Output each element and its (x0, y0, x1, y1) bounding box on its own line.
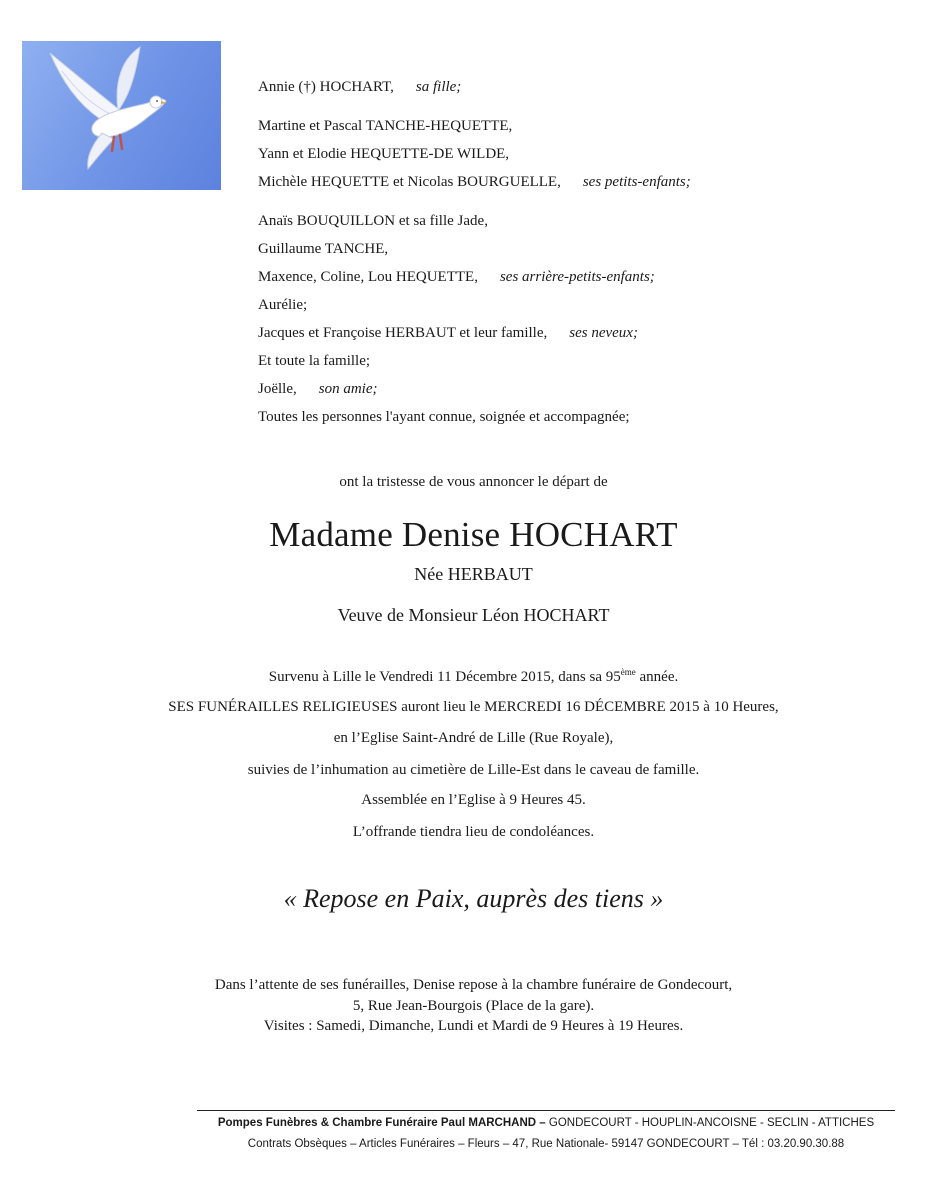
announcement-text: ont la tristesse de vous annoncer le départ de (339, 474, 608, 490)
family-line (258, 207, 691, 235)
family-name: Toutes les personnes l'ayant connue, soignée et accompagnée; (258, 409, 630, 425)
funeral-line: SES FUNÉRAILLES RELIGIEUSES auront lieu le MERCREDI 16 DÉCEMBRE 2015 à 10 Heures, (168, 699, 779, 715)
footer-locations: GONDECOURT - HOUPLIN-ANCOISNE - SECLIN - ATTICHES (545, 1117, 875, 1129)
family-line (258, 168, 691, 196)
family-name: Guillaume TANCHE, (258, 241, 389, 257)
family-role: ses neveux; (569, 325, 638, 341)
death-text: Survenu à Lille le Vendredi 11 Décembre 2015, dans sa 95 (268, 669, 621, 685)
dove-image (22, 41, 221, 190)
quote-text: « Repose en Paix, auprès des tiens » (283, 884, 664, 913)
family-name: Yann et Elodie HEQUETTE-DE WILDE, (258, 146, 510, 162)
family-line (258, 403, 691, 431)
family-name: Joëlle, (258, 381, 297, 397)
condolences-line: L’offrande tiendra lieu de condoléances. (352, 824, 595, 840)
family-line (258, 291, 691, 319)
family-role: ses petits-enfants; (582, 174, 691, 190)
family-name: Aurélie; (258, 297, 308, 313)
footer-company: Pompes Funèbres & Chambre Funéraire Paul MARCHAND – (217, 1117, 546, 1129)
burial-line: suivies de l’inhumation au cimetière de Lille-Est dans le caveau de famille. (247, 762, 700, 778)
ordinal-suffix: ème (620, 667, 636, 677)
family-line (258, 235, 691, 263)
family-line (258, 140, 691, 168)
visit-hours: Visites : Samedi, Dimanche, Lundi et Mardi de 9 Heures à 19 Heures. (263, 1018, 684, 1034)
family-role: sa fille; (415, 79, 462, 95)
family-line (258, 347, 691, 375)
visit-address: 5, Rue Jean-Bourgois (Place de la gare). (352, 998, 595, 1014)
family-name: Annie (†) HOCHART, (258, 79, 394, 95)
family-list (258, 73, 691, 431)
family-role: son amie; (318, 381, 378, 397)
assembly-line: Assemblée en l’Eglise à 9 Heures 45. (361, 792, 586, 808)
family-name: Anaïs BOUQUILLON et sa fille Jade, (258, 213, 488, 229)
family-role: ses arrière-petits-enfants; (499, 269, 655, 285)
family-name: Maxence, Coline, Lou HEQUETTE, (258, 269, 478, 285)
family-name: Jacques et Françoise HERBAUT et leur famille, (258, 325, 548, 341)
family-line (258, 319, 691, 347)
maiden-name: Née HERBAUT (414, 564, 533, 584)
footer-contact: Contrats Obsèques – Articles Funéraires – Fleurs – 47, Rue Nationale- 59147 GONDECOURT – Tél : 03.20.90.30.88 (247, 1138, 845, 1150)
visit-line: Dans l’attente de ses funérailles, Denise repose à la chambre funéraire de Gondecourt, (214, 977, 733, 993)
deceased-name: Madame Denise HOCHART (269, 515, 678, 554)
footer-divider (197, 1110, 895, 1111)
church-line: en l’Eglise Saint-André de Lille (Rue Royale), (333, 730, 614, 746)
death-info (50, 667, 897, 686)
family-line (258, 263, 691, 291)
family-name: Michèle HEQUETTE et Nicolas BOURGUELLE, (258, 174, 561, 190)
widow-of: Veuve de Monsieur Léon HOCHART (337, 605, 610, 625)
family-line (258, 375, 691, 403)
family-line (258, 112, 691, 140)
family-name: Et toute la famille; (258, 353, 371, 369)
family-line (258, 73, 691, 101)
footer-company-line (197, 1117, 895, 1129)
death-text-end: année. (635, 669, 679, 685)
family-name: Martine et Pascal TANCHE-HEQUETTE, (258, 118, 513, 134)
dove-icon (22, 41, 221, 190)
